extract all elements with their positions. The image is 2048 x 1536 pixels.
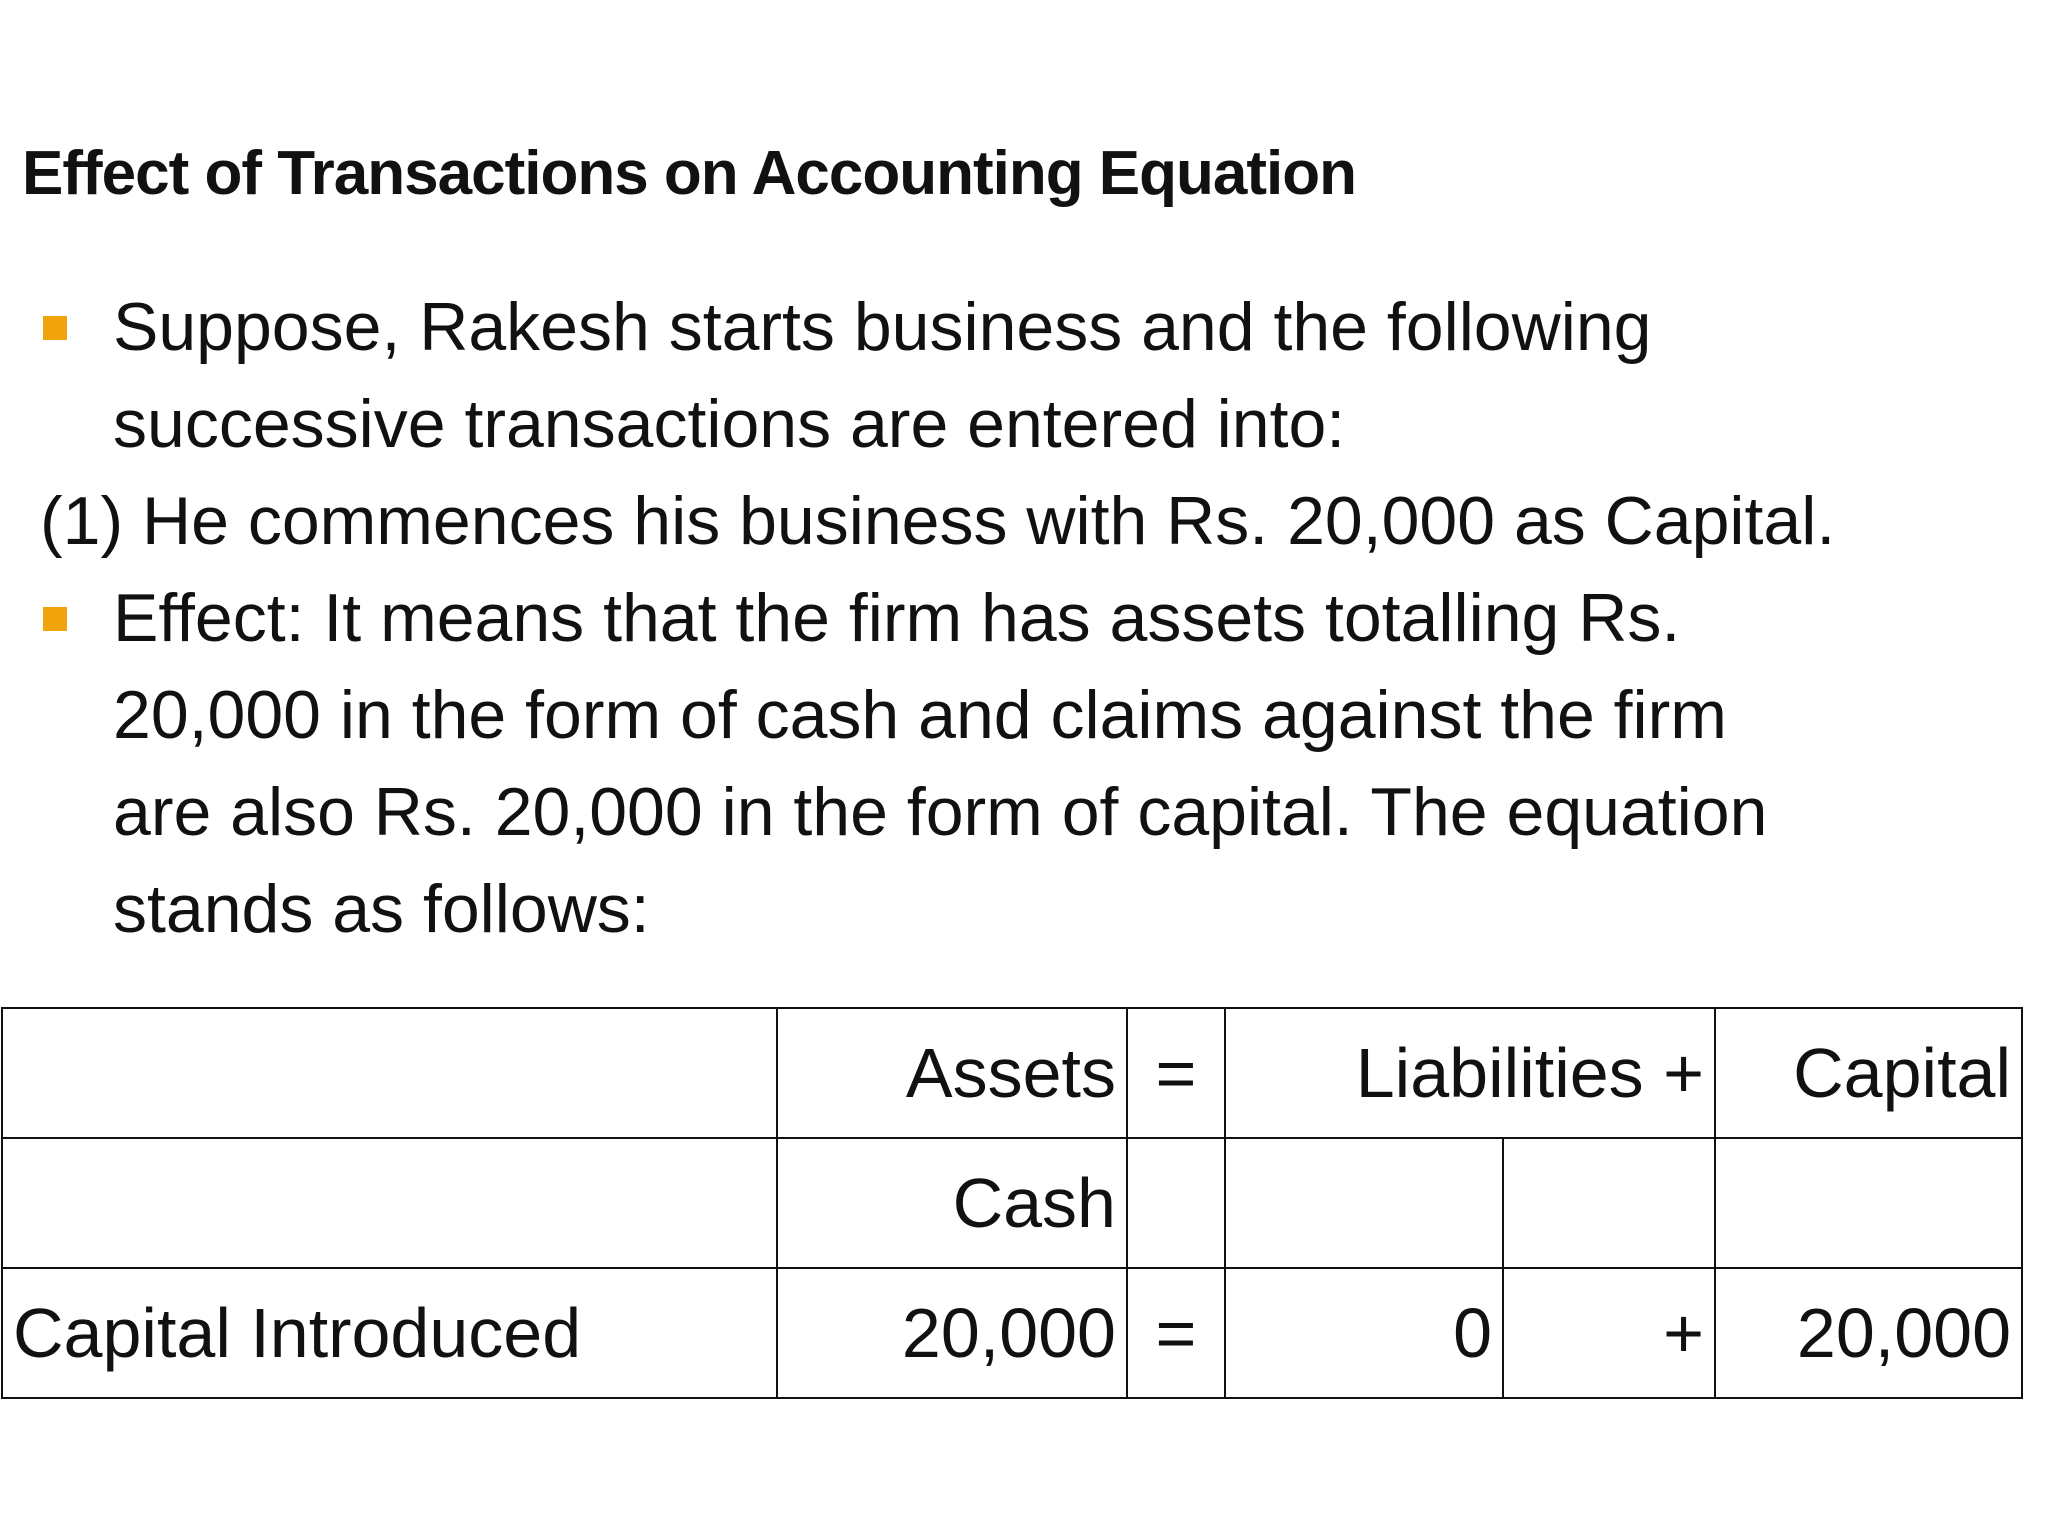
liabilities-value: 0: [1225, 1268, 1503, 1398]
empty-cell: [1127, 1138, 1225, 1268]
liabilities-header: Liabilities +: [1225, 1008, 1715, 1138]
table-row: [2, 1268, 2022, 1398]
capital-header: Capital: [1715, 1008, 2022, 1138]
bullet-2-line-4: stands as follows:: [113, 871, 650, 947]
table-subheader-row: [2, 1138, 2022, 1268]
bullet-1-line-1: Suppose, Rakesh starts business and the following: [113, 289, 1652, 365]
empty-cell: [1503, 1138, 1715, 1268]
assets-header: Assets: [777, 1008, 1127, 1138]
slide-title: Effect of Transactions on Accounting Equation: [22, 139, 1356, 208]
empty-cell: [2, 1008, 777, 1138]
bullet-2-line-3: are also Rs. 20,000 in the form of capital. The equation: [113, 774, 1768, 850]
empty-cell: [2, 1138, 777, 1268]
assets-value: 20,000: [777, 1268, 1127, 1398]
table-header-row: [2, 1008, 2022, 1138]
capital-value: 20,000: [1715, 1268, 2022, 1398]
bullet-2-line-2: 20,000 in the form of cash and claims against the firm: [113, 677, 1727, 753]
accounting-equation-table: [1, 1007, 2023, 1399]
bullet-1-line-2: successive transactions are entered into:: [113, 386, 1346, 462]
equals-sign: =: [1127, 1268, 1225, 1398]
bullet-marker: [43, 316, 67, 340]
empty-cell: [1225, 1138, 1503, 1268]
empty-cell: [1715, 1138, 2022, 1268]
transaction-1: (1) He commences his business with Rs. 20,000 as Capital.: [40, 483, 1836, 559]
equals-sign: =: [1127, 1008, 1225, 1138]
row-label: Capital Introduced: [2, 1268, 777, 1398]
plus-sign: +: [1503, 1268, 1715, 1398]
bullet-2-line-1: Effect: It means that the firm has assets totalling Rs.: [113, 580, 1681, 656]
bullet-marker: [43, 607, 67, 631]
cash-header: Cash: [777, 1138, 1127, 1268]
